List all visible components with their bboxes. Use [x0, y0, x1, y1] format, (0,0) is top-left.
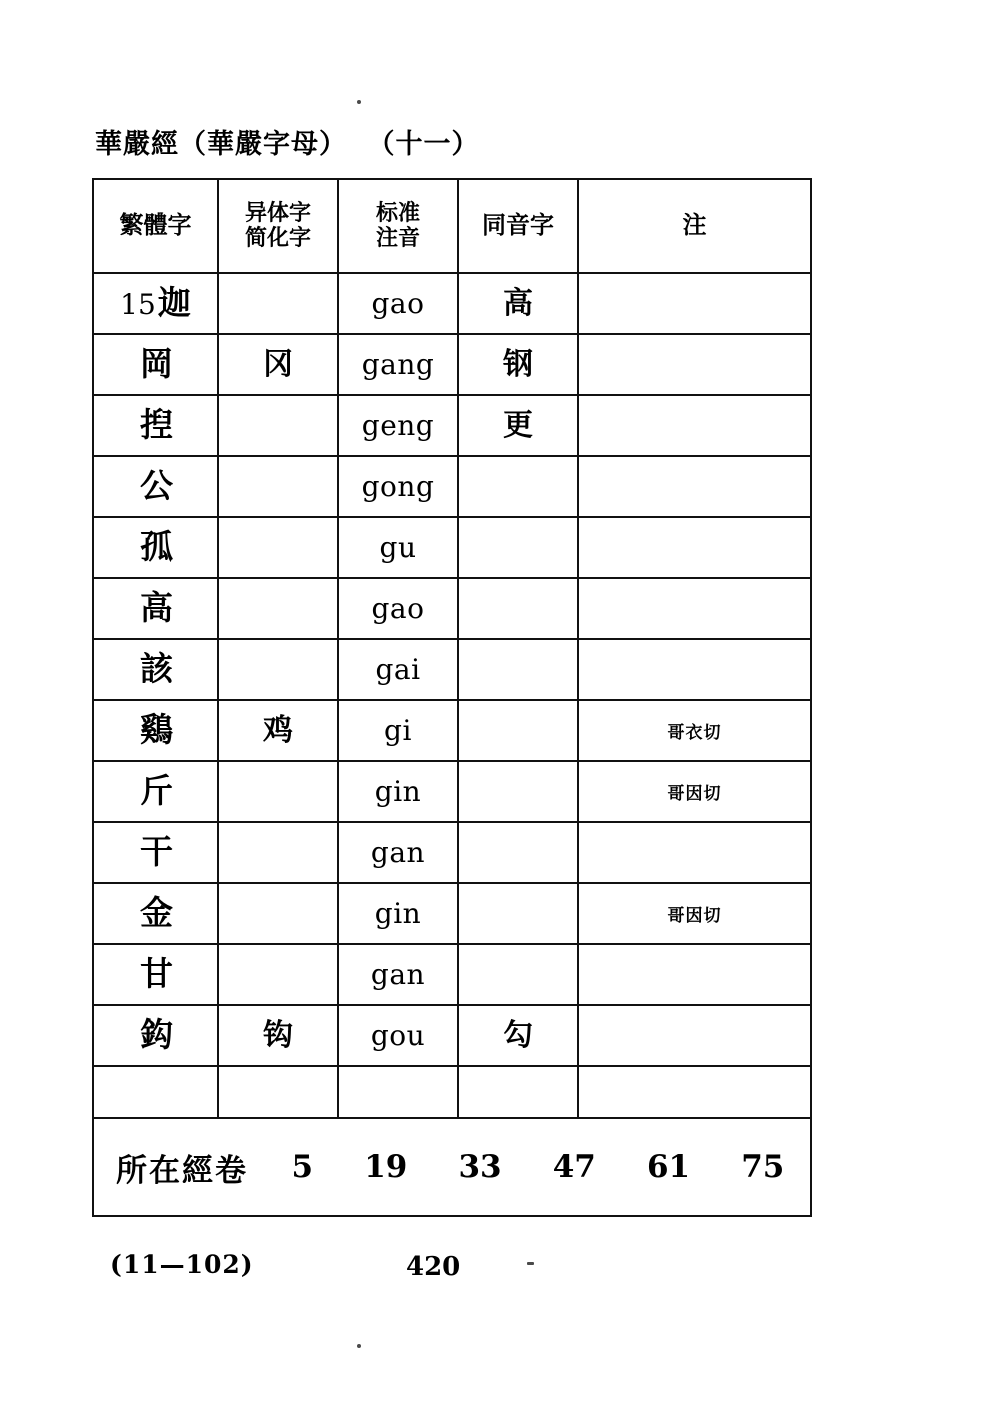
cell-traditional: [93, 1005, 218, 1066]
table-row: [93, 517, 811, 578]
column-header-variant: [218, 179, 338, 273]
cell-pinyin: [338, 1066, 458, 1118]
column-header-line2: 注音: [375, 226, 420, 251]
cell-variant: [218, 578, 338, 639]
pinyin-text: gou: [370, 1019, 426, 1052]
cell-homophone: [458, 639, 578, 700]
cell-variant: [218, 639, 338, 700]
table-row: [93, 578, 811, 639]
cell-pinyin: [338, 761, 458, 822]
column-header-homophone: [458, 179, 578, 273]
traditional-char: 高: [140, 588, 173, 627]
table-row: [93, 883, 811, 944]
traditional-char: 揑: [140, 405, 173, 444]
cell-note: [578, 944, 811, 1005]
cell-variant: [218, 700, 338, 761]
cell-homophone: [458, 334, 578, 395]
cell-homophone: [458, 517, 578, 578]
column-header-pinyin: [338, 179, 458, 273]
cell-traditional: [93, 578, 218, 639]
cell-traditional: [93, 395, 218, 456]
column-header-note: [578, 179, 811, 273]
cell-homophone: [458, 578, 578, 639]
column-header-traditional: [93, 179, 218, 273]
table-row: [93, 1005, 811, 1066]
cell-note: [578, 334, 811, 395]
table-footer-row: [93, 1118, 811, 1216]
pinyin-text: gao: [371, 592, 425, 625]
cell-variant: [218, 273, 338, 334]
traditional-char: 該: [140, 649, 173, 688]
page-title-text: 華嚴經（華嚴字母）: [95, 129, 347, 160]
cell-traditional: [93, 944, 218, 1005]
note-text: 哥因切: [667, 784, 722, 804]
page-speck: [527, 1262, 534, 1265]
pinyin-text: gan: [370, 958, 426, 991]
pinyin-text: gin: [374, 897, 422, 930]
table-row: [93, 273, 811, 334]
homophone-char: 更: [503, 407, 533, 443]
cell-variant: [218, 456, 338, 517]
cell-traditional: [93, 761, 218, 822]
cell-homophone: [458, 761, 578, 822]
page-speck: [357, 100, 361, 104]
note-text: 哥衣切: [667, 723, 722, 743]
cell-variant: [218, 517, 338, 578]
cell-note: [578, 456, 811, 517]
cell-variant: [218, 761, 338, 822]
cell-variant: [218, 395, 338, 456]
traditional-char: 迦: [157, 283, 191, 322]
footer-page-number: 420: [406, 1252, 461, 1282]
cell-note: [578, 273, 811, 334]
cell-pinyin: [338, 456, 458, 517]
cell-pinyin: [338, 334, 458, 395]
cell-homophone: [458, 1005, 578, 1066]
cell-variant: [218, 1005, 338, 1066]
pinyin-text: gang: [361, 348, 435, 381]
table-row: [93, 334, 811, 395]
cell-pinyin: [338, 517, 458, 578]
pinyin-text: gin: [374, 775, 422, 808]
pinyin-text: gong: [361, 470, 435, 503]
cell-traditional: [93, 517, 218, 578]
table-row: [93, 639, 811, 700]
character-table: [92, 178, 812, 1217]
pinyin-text: gu: [379, 531, 417, 564]
column-header-line1: 注: [682, 211, 707, 240]
cell-homophone: [458, 883, 578, 944]
cell-homophone: [458, 822, 578, 883]
volumes-list: [266, 1149, 810, 1185]
cell-pinyin: [338, 1005, 458, 1066]
cell-variant: [218, 334, 338, 395]
pinyin-text: geng: [361, 409, 435, 442]
table-header-row: [93, 179, 811, 273]
page-title: [95, 122, 480, 161]
cell-note: [578, 761, 811, 822]
cell-pinyin: [338, 273, 458, 334]
traditional-char: 公: [140, 466, 173, 505]
traditional-char: 甘: [140, 954, 173, 993]
volume-number: 47: [552, 1149, 596, 1185]
cell-note: [578, 395, 811, 456]
traditional-char: 鈎: [140, 1015, 173, 1054]
table-row: [93, 822, 811, 883]
cell-variant: [218, 1066, 338, 1118]
pinyin-text: gao: [371, 287, 425, 320]
row-index: 15: [120, 288, 156, 321]
cell-traditional: [93, 639, 218, 700]
volume-number: 75: [741, 1149, 785, 1185]
cell-homophone: [458, 700, 578, 761]
table-row: [93, 456, 811, 517]
cell-pinyin: [338, 883, 458, 944]
homophone-char: 勾: [503, 1017, 533, 1053]
table-row: [93, 395, 811, 456]
traditional-char: 干: [140, 832, 173, 871]
variant-char: 冈: [263, 346, 293, 382]
traditional-char: 岡: [140, 344, 173, 383]
cell-traditional: [93, 883, 218, 944]
table-row: [93, 700, 811, 761]
pinyin-text: gi: [384, 714, 412, 747]
volume-number: 5: [291, 1149, 314, 1185]
page-speck: [357, 1344, 361, 1348]
cell-note: [578, 1005, 811, 1066]
cell-homophone: [458, 1066, 578, 1118]
cell-pinyin: [338, 822, 458, 883]
cell-traditional: [93, 1066, 218, 1118]
cell-homophone: [458, 395, 578, 456]
volume-number: 33: [458, 1149, 502, 1185]
column-header-line1: 繁體字: [119, 211, 192, 240]
volumes-label: 所在經卷: [116, 1152, 248, 1189]
table-row: [93, 944, 811, 1005]
cell-traditional: [93, 822, 218, 883]
cell-traditional: [93, 456, 218, 517]
column-header-line1: 同音字: [482, 211, 554, 240]
cell-homophone: [458, 273, 578, 334]
cell-note: [578, 578, 811, 639]
traditional-char: 孤: [140, 527, 173, 566]
cell-homophone: [458, 456, 578, 517]
cell-variant: [218, 944, 338, 1005]
cell-traditional: [93, 700, 218, 761]
cell-variant: [218, 883, 338, 944]
cell-note: [578, 700, 811, 761]
table-row: [93, 1066, 811, 1118]
cell-traditional: [93, 273, 218, 334]
traditional-char: 斤: [140, 771, 173, 810]
volume-number: 19: [364, 1149, 408, 1185]
column-header-line1: 标准: [375, 200, 420, 226]
homophone-char: 钢: [503, 346, 533, 382]
cell-note: [578, 822, 811, 883]
homophone-char: 高: [503, 285, 533, 321]
variant-char: 钩: [263, 1017, 293, 1053]
footer-code: (11—102): [110, 1250, 254, 1279]
cell-pinyin: [338, 944, 458, 1005]
pinyin-text: gan: [370, 836, 426, 869]
column-header-line1: 异体字: [244, 200, 311, 226]
cell-note: [578, 639, 811, 700]
table-row: [93, 761, 811, 822]
traditional-char: 金: [140, 893, 173, 932]
volumes-cell: [93, 1118, 811, 1216]
cell-note: [578, 883, 811, 944]
cell-pinyin: [338, 578, 458, 639]
cell-pinyin: [338, 395, 458, 456]
cell-pinyin: [338, 639, 458, 700]
cell-traditional: [93, 334, 218, 395]
cell-variant: [218, 822, 338, 883]
cell-note: [578, 1066, 811, 1118]
volume-number: 61: [646, 1149, 691, 1185]
cell-pinyin: [338, 700, 458, 761]
column-header-line2: 简化字: [244, 226, 311, 251]
cell-note: [578, 517, 811, 578]
traditional-char: 鷄: [140, 710, 173, 749]
note-text: 哥因切: [667, 906, 722, 926]
variant-char: 鸡: [263, 712, 293, 748]
pinyin-text: gai: [375, 653, 421, 686]
cell-homophone: [458, 944, 578, 1005]
page-section-number: （十一）: [381, 129, 480, 160]
